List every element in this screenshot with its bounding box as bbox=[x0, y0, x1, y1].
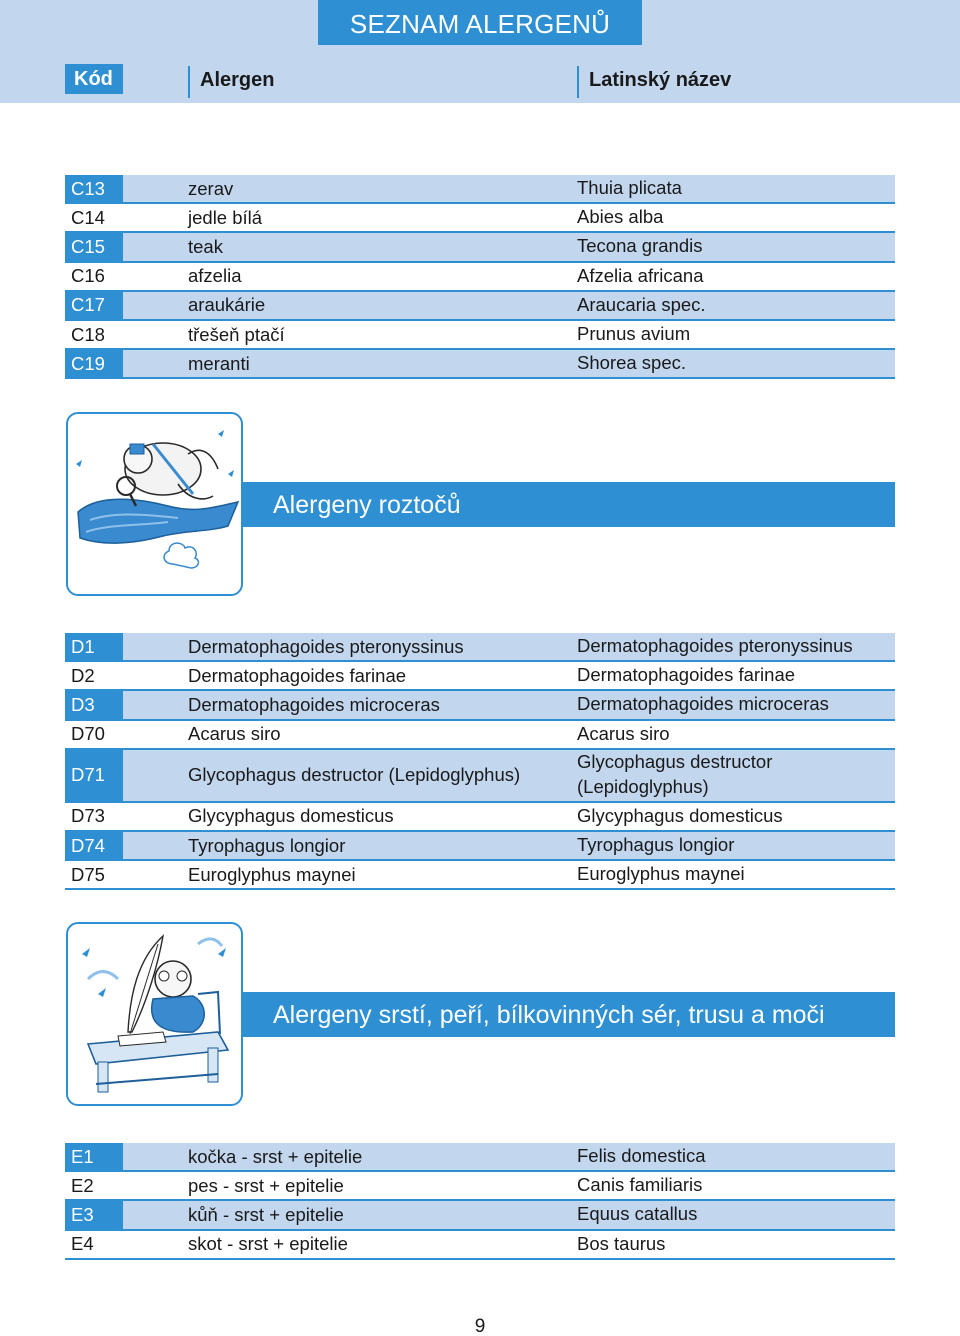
row-code: E3 bbox=[65, 1201, 123, 1228]
row-latin: Thuia plicata bbox=[577, 177, 682, 199]
row-latin: Araucaria spec. bbox=[577, 293, 706, 315]
row-allergen: Dermatophagoides farinae bbox=[188, 664, 407, 686]
table-row bbox=[65, 1172, 895, 1201]
row-latin: Tecona grandis bbox=[577, 235, 703, 257]
table-row bbox=[65, 350, 895, 379]
row-allergen: araukárie bbox=[188, 294, 266, 316]
table-row bbox=[65, 861, 895, 890]
writer-feather-illustration-icon bbox=[66, 922, 243, 1106]
table-row bbox=[65, 803, 895, 832]
page-title: SEZNAM ALERGENŮ bbox=[318, 0, 642, 45]
row-latin: Euroglyphus maynei bbox=[577, 863, 745, 885]
mite-illustration-icon bbox=[66, 412, 243, 596]
table-row bbox=[65, 204, 895, 233]
table-row bbox=[65, 750, 895, 803]
row-code: D71 bbox=[65, 750, 123, 801]
row-allergen: kůň - srst + epitelie bbox=[188, 1203, 344, 1225]
row-latin: Acarus siro bbox=[577, 722, 670, 744]
row-code: D1 bbox=[65, 633, 123, 660]
table-row bbox=[65, 1201, 895, 1230]
section-banner-mites: Alergeny roztočů bbox=[243, 482, 895, 527]
row-latin: Felis domestica bbox=[577, 1145, 706, 1167]
row-allergen: Glycophagus destructor (Lepidoglyphus) bbox=[188, 764, 521, 786]
row-latin: Abies alba bbox=[577, 206, 664, 228]
table-row bbox=[65, 233, 895, 262]
row-allergen: meranti bbox=[188, 352, 250, 374]
row-allergen: kočka - srst + epitelie bbox=[188, 1145, 363, 1167]
row-code: D75 bbox=[71, 863, 105, 885]
row-latin: Equus catallus bbox=[577, 1203, 698, 1225]
table-row bbox=[65, 1231, 895, 1260]
table-section-d bbox=[65, 633, 895, 890]
row-latin: Dermatophagoides microceras bbox=[577, 693, 829, 715]
table-row bbox=[65, 263, 895, 292]
row-code: C16 bbox=[71, 265, 105, 287]
row-latin: Tyrophagus longior bbox=[577, 834, 735, 856]
row-code: E4 bbox=[71, 1233, 94, 1255]
table-section-c bbox=[65, 175, 895, 379]
table-row bbox=[65, 633, 895, 662]
row-latin: Prunus avium bbox=[577, 323, 691, 345]
row-code: D2 bbox=[71, 664, 95, 686]
row-allergen: zerav bbox=[188, 177, 234, 199]
row-code: C18 bbox=[71, 323, 105, 345]
row-allergen: Dermatophagoides microceras bbox=[188, 693, 440, 715]
column-header-latin: Latinský název bbox=[577, 66, 731, 98]
row-code: C17 bbox=[65, 292, 123, 319]
row-latin: Bos taurus bbox=[577, 1232, 666, 1254]
table-row bbox=[65, 175, 895, 204]
row-latin-line1: Glycophagus destructor bbox=[577, 751, 773, 773]
row-latin: Dermatophagoides pteronyssinus bbox=[577, 635, 853, 657]
table-row bbox=[65, 691, 895, 720]
row-latin: Glycyphagus domesticus bbox=[577, 804, 783, 826]
row-allergen: Glycyphagus domesticus bbox=[188, 805, 394, 827]
row-allergen: jedle bílá bbox=[188, 206, 263, 228]
table-row bbox=[65, 292, 895, 321]
row-allergen: Acarus siro bbox=[188, 723, 281, 745]
row-allergen: skot - srst + epitelie bbox=[188, 1233, 348, 1255]
row-allergen: třešeň ptačí bbox=[188, 323, 285, 345]
row-allergen: Euroglyphus maynei bbox=[188, 863, 356, 885]
row-code: E2 bbox=[71, 1174, 94, 1196]
row-code: D70 bbox=[71, 723, 105, 745]
row-latin bbox=[577, 750, 772, 801]
row-code: D3 bbox=[65, 691, 123, 718]
row-allergen: afzelia bbox=[188, 265, 242, 287]
row-allergen: Dermatophagoides pteronyssinus bbox=[188, 635, 464, 657]
column-header-allergen: Alergen bbox=[188, 66, 274, 98]
row-latin: Dermatophagoides farinae bbox=[577, 664, 796, 686]
row-allergen: pes - srst + epitelie bbox=[188, 1174, 344, 1196]
row-latin-line2: (Lepidoglyphus) bbox=[577, 776, 709, 798]
table-row bbox=[65, 1143, 895, 1172]
table-row bbox=[65, 321, 895, 350]
page-number: 9 bbox=[474, 1316, 486, 1336]
row-code: D73 bbox=[71, 805, 105, 827]
row-code: C13 bbox=[65, 175, 123, 202]
table-section-e bbox=[65, 1143, 895, 1260]
column-header-code: Kód bbox=[65, 64, 123, 94]
row-code: D74 bbox=[65, 832, 123, 859]
row-allergen: Tyrophagus longior bbox=[188, 834, 346, 856]
table-row bbox=[65, 662, 895, 691]
row-allergen: teak bbox=[188, 235, 223, 257]
row-code: C19 bbox=[65, 350, 123, 377]
row-latin: Afzelia africana bbox=[577, 264, 704, 286]
row-latin: Shorea spec. bbox=[577, 352, 687, 374]
table-row bbox=[65, 832, 895, 861]
table-row bbox=[65, 721, 895, 750]
section-banner-animal: Alergeny srstí, peří, bílkovinných sér, trusu a moči bbox=[243, 992, 895, 1037]
row-code: C14 bbox=[71, 206, 105, 228]
row-code: C15 bbox=[65, 233, 123, 260]
row-code: E1 bbox=[65, 1143, 123, 1170]
row-latin: Canis familiaris bbox=[577, 1174, 703, 1196]
